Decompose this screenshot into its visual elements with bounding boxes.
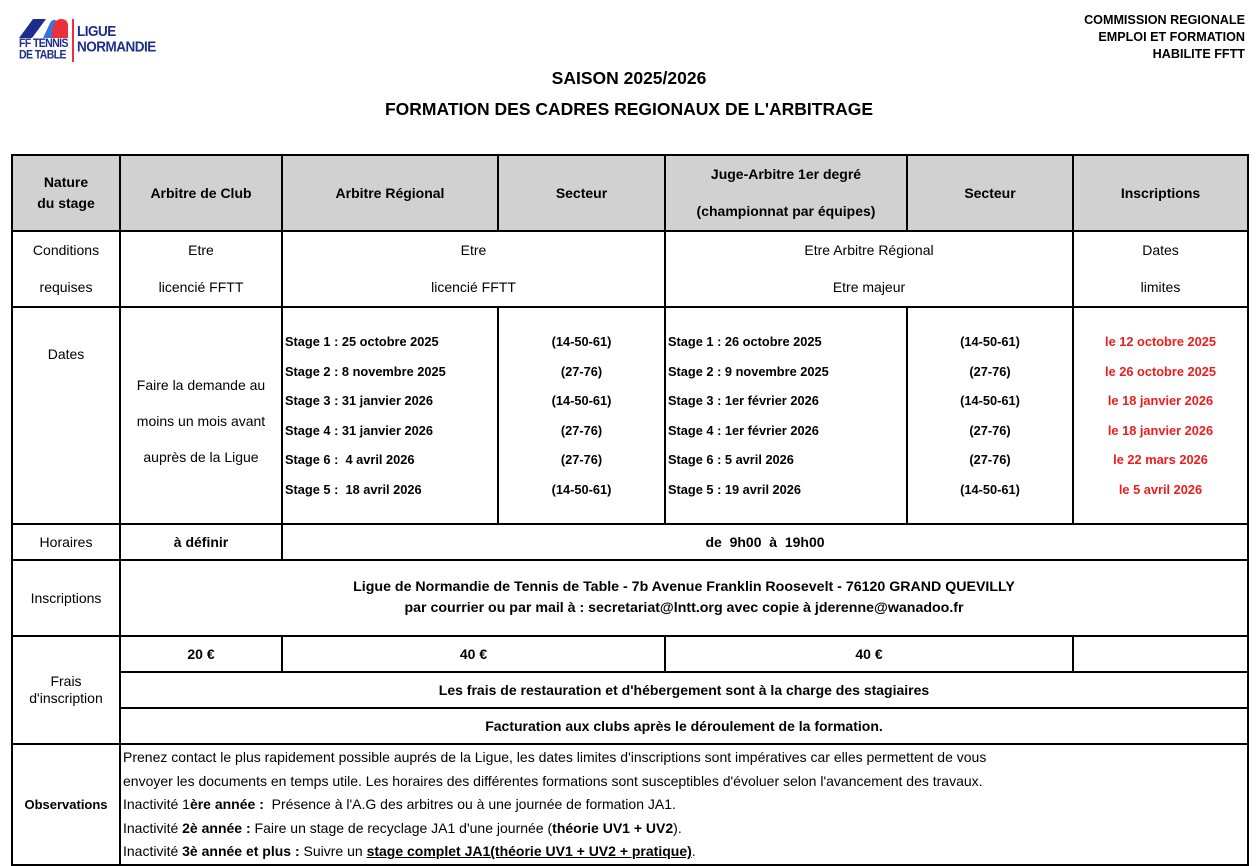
ja1-sectors-list	[908, 327, 1072, 504]
logo-federation-text	[19, 38, 68, 61]
fee-inscriptions	[1073, 636, 1248, 672]
ja1-stages-cell	[665, 307, 907, 524]
logo-divider	[72, 19, 74, 62]
league-address: Ligue de Normandie de Tennis de Table - 7b Avenue Franklin Roosevelt - 76120 GRAND QUEVILLY	[353, 579, 1015, 595]
ja1-stages-list	[668, 327, 906, 504]
registration-deadline: le 5 avril 2026	[1118, 481, 1203, 497]
obs3-rest: Présence à l'A.G des arbitres ou à une journée de formation JA1.	[267, 796, 676, 813]
fee-regional: 40 €	[282, 636, 665, 672]
club-note-line3: auprès de la Ligue	[143, 448, 259, 465]
ja1-stage-date: Stage 1 : 26 octobre 2025	[668, 334, 822, 349]
conditions-label-line1: Conditions	[32, 242, 100, 258]
header-juge-arbitre	[665, 155, 907, 231]
inscriptions-label: Inscriptions	[12, 560, 120, 636]
observations-text	[120, 744, 1248, 865]
regional-sectors-list	[499, 327, 664, 504]
logo-ff-line2: DE TABLE	[19, 48, 66, 63]
regional-stage-date: Stage 3 : 31 janvier 2026	[285, 393, 433, 408]
deadlines-cell	[1073, 307, 1248, 524]
conditions-ja1-line2: Etre majeur	[832, 279, 906, 295]
header-ja1-line2: (championnat par équipes)	[696, 203, 876, 219]
regional-stages-cell	[282, 307, 498, 524]
ja1-stage-date: Stage 3 : 1er février 2026	[668, 393, 819, 408]
registration-deadline: le 26 octobre 2025	[1105, 363, 1216, 379]
commission-line2: EMPLOI ET FORMATION	[1098, 30, 1245, 44]
regional-stage-sector: (14-50-61)	[551, 393, 612, 408]
ja1-stage-sector: (14-50-61)	[960, 334, 1020, 349]
obs4-rest: Faire un stage de recyclage JA1 d'une journée (	[254, 819, 553, 836]
commission-header	[1084, 12, 1245, 63]
obs3-bold: ère année :	[189, 796, 268, 813]
fees-label-line2: d'inscription	[29, 690, 103, 706]
obs5-bold: 3è année et plus :	[182, 843, 304, 860]
ja1-stage-sector: (14-50-61)	[960, 481, 1020, 497]
conditions-label	[12, 231, 120, 307]
fees-note-row-1	[12, 672, 1248, 708]
logo-league-line1: LIGUE	[77, 22, 116, 40]
fee-ja1: 40 €	[665, 636, 1073, 672]
formation-table	[11, 154, 1249, 866]
observations-line2: envoyer les documents en temps utile. Les horaires des différentes formations sont susceptibles d'évoluer selon l'avancement des travaux.	[123, 772, 983, 789]
observations-line5	[123, 840, 1247, 864]
horaires-label: Horaires	[12, 524, 120, 560]
observations-row	[12, 744, 1248, 865]
ja1-stage-date: Stage 6 : 5 avril 2026	[668, 452, 794, 467]
obs4-bold2: théorie UV1 + UV2	[552, 819, 674, 836]
dates-row	[12, 307, 1248, 524]
inscriptions-contact	[120, 560, 1248, 636]
header-nature-line2: du stage	[37, 195, 95, 211]
fees-row	[12, 636, 1248, 672]
conditions-club-line1: Etre	[188, 242, 214, 258]
inscriptions-row	[12, 560, 1248, 636]
logo-league-line2: NORMANDIE	[77, 38, 156, 55]
header-nature-line1: Nature	[43, 174, 89, 190]
conditions-regional-line1: Etre	[460, 242, 487, 258]
horaires-row	[12, 524, 1248, 560]
fee-club: 20 €	[120, 636, 282, 672]
deadlines-list	[1074, 327, 1247, 504]
logo-mark-icon	[19, 18, 69, 38]
conditions-insc-line2: limites	[1140, 279, 1181, 295]
horaires-club: à définir	[120, 524, 282, 560]
ja1-stage-date: Stage 4 : 1er février 2026	[668, 422, 819, 438]
registration-deadline: le 12 octobre 2025	[1105, 334, 1216, 349]
season-title: SAISON 2025/2026	[551, 68, 707, 88]
ja1-stage-sector: (14-50-61)	[960, 393, 1020, 408]
observations-line4	[123, 817, 1247, 841]
obs5-underlined: stage complet JA1(théorie UV1 + UV2 + pratique)	[366, 843, 692, 860]
logo-league-text	[77, 24, 156, 55]
ja1-stage-date: Stage 2 : 9 novembre 2025	[668, 363, 829, 379]
obs4-prefix: Inactivité	[123, 819, 183, 836]
conditions-ja1	[665, 231, 1073, 307]
logo-ff-line1: FF TENNIS	[19, 36, 68, 51]
regional-stage-sector: (27-76)	[560, 452, 603, 467]
fees-note-lodging: Les frais de restauration et d'hébergement sont à la charge des stagiaires	[120, 672, 1248, 708]
observations-line1: Prenez contact le plus rapidement possible auprés de la Ligue, les dates limites d'inscriptions sont impératives car elles permettent de vous	[123, 749, 987, 765]
conditions-row	[12, 231, 1248, 307]
conditions-label-line2: requises	[39, 279, 93, 295]
conditions-club	[120, 231, 282, 307]
ja1-stage-date: Stage 5 : 19 avril 2026	[668, 481, 802, 497]
club-note-line1: Faire la demande au	[136, 376, 266, 393]
regional-stage-sector: (14-50-61)	[551, 481, 612, 497]
ja1-stage-sector: (27-76)	[969, 363, 1011, 379]
regional-stage-date: Stage 1 : 25 octobre 2025	[285, 334, 439, 349]
ja1-sectors-cell	[907, 307, 1073, 524]
regional-stage-date: Stage 5 : 18 avril 2026	[285, 481, 422, 497]
dates-club-note	[120, 307, 282, 524]
observations-label: Observations	[12, 744, 120, 865]
header-ja1-line1: Juge-Arbitre 1er degré	[710, 166, 862, 182]
obs5-rest: Suivre un	[303, 843, 367, 860]
conditions-ja1-line1: Etre Arbitre Régional	[804, 242, 934, 258]
obs3-prefix: Inactivité 1	[123, 796, 190, 813]
fees-label-line1: Frais	[50, 673, 82, 689]
obs4-bold: 2è année :	[182, 819, 255, 836]
club-note-line2: moins un mois avant	[136, 412, 266, 429]
regional-stage-sector: (27-76)	[560, 363, 603, 379]
conditions-club-line2: licencié FFTT	[158, 279, 244, 295]
fees-label	[12, 636, 120, 744]
horaires-others: de 9h00 à 19h00	[282, 524, 1248, 560]
commission-line1: COMMISSION REGIONALE	[1084, 13, 1245, 27]
regional-stage-date: Stage 6 : 4 avril 2026	[285, 452, 415, 467]
header-arbitre-regional: Arbitre Régional	[282, 155, 498, 231]
conditions-inscriptions	[1073, 231, 1248, 307]
ja1-stage-sector: (27-76)	[969, 452, 1011, 467]
regional-stage-date: Stage 4 : 31 janvier 2026	[285, 422, 433, 438]
header-inscriptions: Inscriptions	[1073, 155, 1248, 231]
conditions-regional	[282, 231, 665, 307]
document-title: FORMATION DES CADRES REGIONAUX DE L'ARBITRAGE	[384, 99, 874, 119]
obs4-end: ).	[673, 819, 682, 836]
registration-deadline: le 18 janvier 2026	[1107, 393, 1214, 408]
regional-stage-sector: (14-50-61)	[551, 334, 612, 349]
observations-line3	[123, 793, 1247, 817]
conditions-regional-line2: licencié FFTT	[431, 279, 516, 295]
header-secteur-1: Secteur	[498, 155, 665, 231]
regional-stage-sector: (27-76)	[560, 422, 603, 438]
contact-line: par courrier ou par mail à : secretariat@lntt.org avec copie à jderenne@wanadoo.fr	[404, 600, 964, 616]
obs5-end: .	[691, 843, 696, 860]
conditions-insc-line1: Dates	[1142, 242, 1179, 258]
fees-note-row-2	[12, 708, 1248, 744]
fees-note-billing: Facturation aux clubs après le déroulement de la formation.	[120, 708, 1248, 744]
ffft-ligue-normandie-logo	[19, 18, 174, 64]
registration-deadline: le 22 mars 2026	[1113, 452, 1208, 467]
header-nature	[12, 155, 120, 231]
obs5-prefix: Inactivité	[123, 843, 183, 860]
regional-stage-date: Stage 2 : 8 novembre 2025	[285, 363, 446, 379]
registration-deadline: le 18 janvier 2026	[1107, 422, 1214, 438]
commission-line3: HABILITE FFTT	[1152, 47, 1245, 61]
header-secteur-2: Secteur	[907, 155, 1073, 231]
regional-stages-list	[285, 327, 497, 504]
ja1-stage-sector: (27-76)	[969, 422, 1011, 438]
header-arbitre-club: Arbitre de Club	[120, 155, 282, 231]
header-row	[12, 155, 1248, 231]
dates-label: Dates	[12, 307, 120, 524]
regional-sectors-cell	[498, 307, 665, 524]
